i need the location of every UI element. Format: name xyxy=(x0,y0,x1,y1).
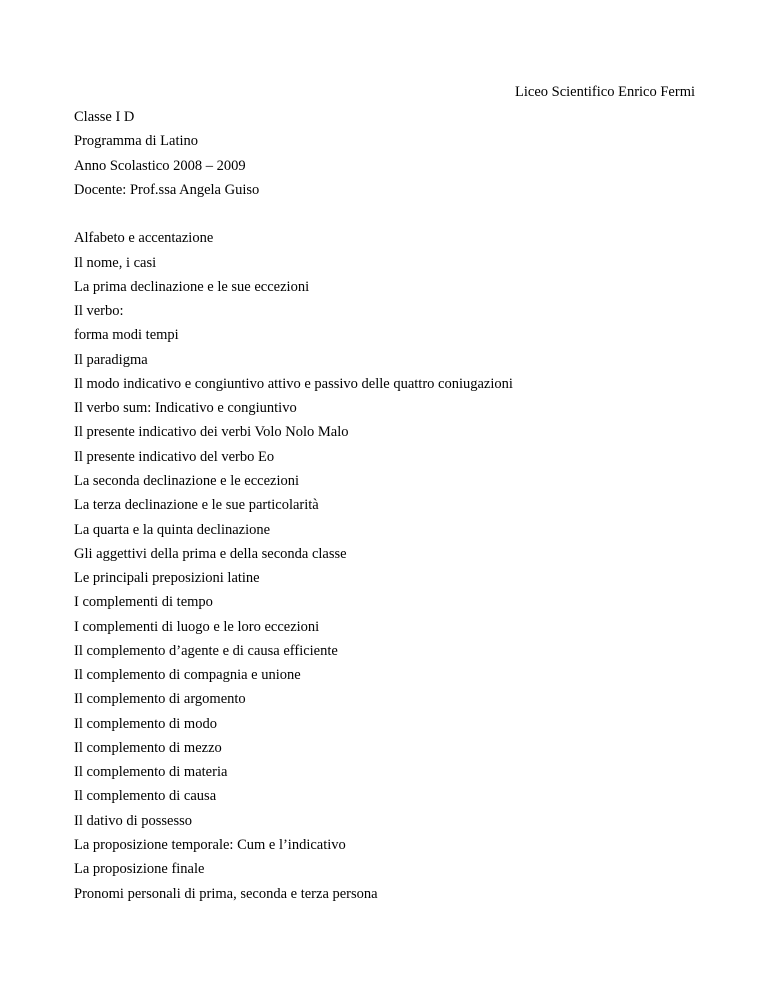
topic-item: Il verbo sum: Indicativo e congiuntivo xyxy=(74,400,297,417)
topic-item: Il presente indicativo dei verbi Volo Nolo Malo xyxy=(74,424,349,441)
school-year-line: Anno Scolastico 2008 – 2009 xyxy=(74,157,246,174)
topic-item: Il verbo: xyxy=(74,303,124,320)
topic-item: La terza declinazione e le sue particolarità xyxy=(74,497,319,514)
topic-item: Il complemento di materia xyxy=(74,764,228,781)
topic-item: La prima declinazione e le sue eccezioni xyxy=(74,278,310,295)
topic-item: Il nome, i casi xyxy=(74,254,157,271)
topic-item: La seconda declinazione e le eccezioni xyxy=(74,472,300,489)
topic-item: Il paradigma xyxy=(74,351,148,368)
topic-item: Il complemento di argomento xyxy=(74,691,246,708)
topic-item: forma modi tempi xyxy=(74,327,179,344)
topic-item: Le principali preposizioni latine xyxy=(74,570,260,587)
class-line: Classe I D xyxy=(74,109,135,125)
topic-item: Il complemento d’agente e di causa efficiente xyxy=(74,642,338,659)
topic-item: Il complemento di modo xyxy=(74,715,217,732)
topic-item: Il complemento di compagnia e unione xyxy=(74,667,301,684)
subject-line: Programma di Latino xyxy=(74,133,199,150)
teacher-line: Docente: Prof.ssa Angela Guiso xyxy=(74,181,260,198)
topic-item: Il modo indicativo e congiuntivo attivo e passivo delle quattro coniugazioni xyxy=(74,375,513,392)
topic-item: La proposizione temporale: Cum e l’indicativo xyxy=(74,836,346,853)
blank-line xyxy=(74,202,714,226)
topic-item: Il presente indicativo del verbo Eo xyxy=(74,448,275,465)
school-name: Liceo Scientifico Enrico Fermi xyxy=(515,84,695,100)
topic-item: Il dativo di possesso xyxy=(74,812,193,829)
document-body xyxy=(74,105,714,906)
topic-item: Il complemento di causa xyxy=(74,788,217,805)
topic-item: Gli aggettivi della prima e della seconda classe xyxy=(74,545,347,562)
topic-item: Il complemento di mezzo xyxy=(74,739,222,756)
topic-item: La proposizione finale xyxy=(74,861,205,878)
topic-item: I complementi di tempo xyxy=(74,594,213,611)
topic-item: Alfabeto e accentazione xyxy=(74,230,214,247)
topic-item: Pronomi personali di prima, seconda e terza persona xyxy=(74,885,378,902)
topic-item: La quarta e la quinta declinazione xyxy=(74,521,271,538)
topic-item: I complementi di luogo e le loro eccezioni xyxy=(74,618,320,635)
